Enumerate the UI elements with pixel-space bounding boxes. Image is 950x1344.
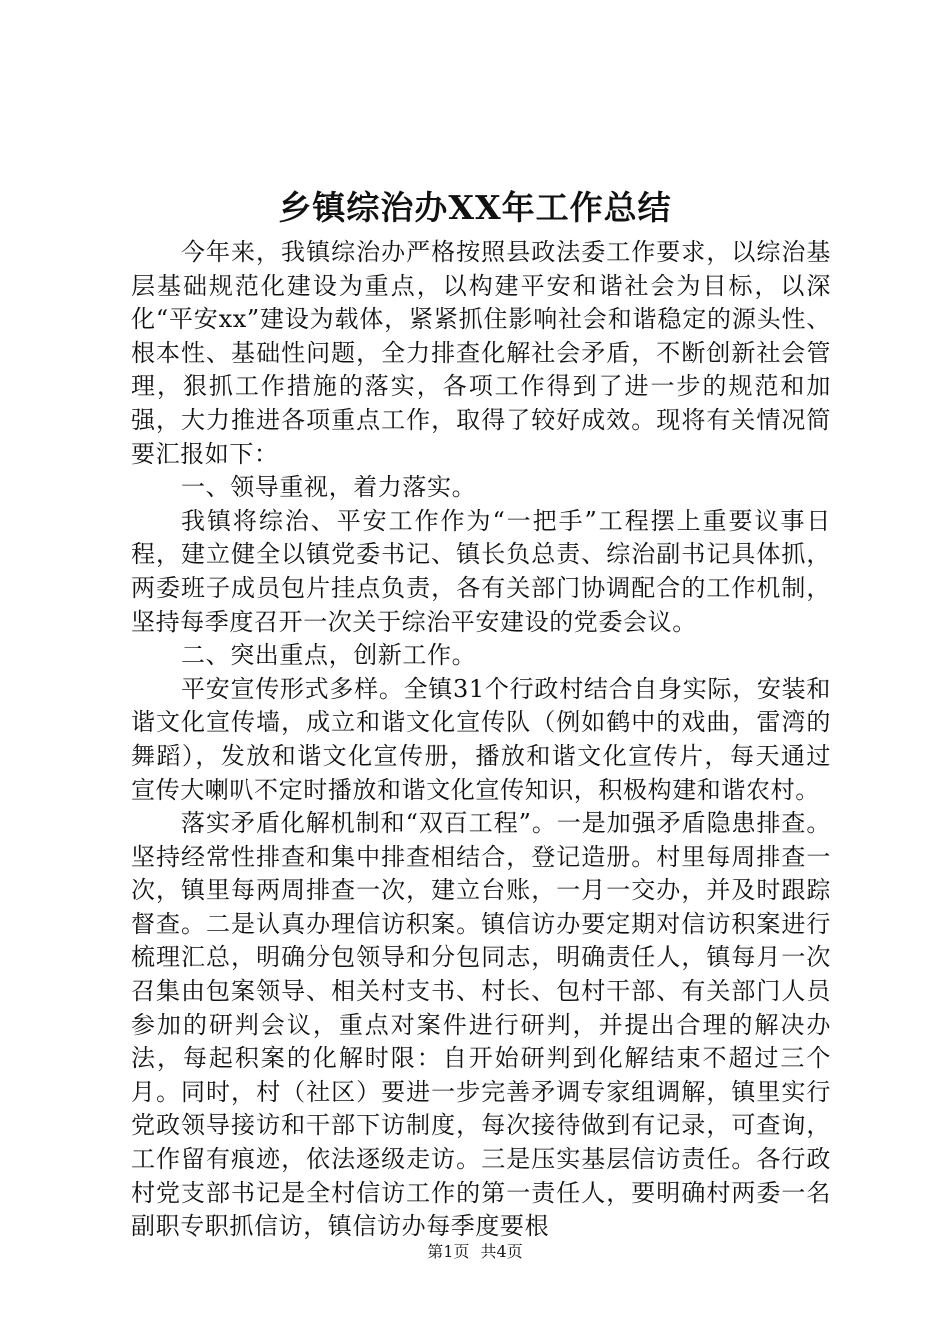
paragraph-leadership: 我镇将综治、平安工作作为“一把手”工程摆上重要议事日程，建立健全以镇党委书记、镇长负总责、综治副书记具体抓，两委班子成员包片挂点负责，各有关部门协调配合的工作机制，坚持每季度召开一次关于综治平安建设的党委会议。 — [131, 506, 831, 636]
document-title: 乡镇综治办XX年工作总结 — [278, 188, 672, 227]
paragraph-conflict-resolution: 落实矛盾化解机制和“双百工程”。一是加强矛盾隐患排查。坚持经常性排查和集中排查相结合，登记造册。村里每周排查一次，镇里每两周排查一次，建立台账，一月一交办，并及时跟踪督查。二是认真办理信访积案。镇信访办要定期对信访积案进行梳理汇总，明确分包领导和分包同志，明确责任人，镇每月一次召集由包案领导、相关村支书、村长、包村干部、有关部门人员参加的研判会议，重点对案件进行研判，并提出合理的解决办法，每起积案的化解时限：自开始研判到化解结束不超过三个月。同时，村（社区）要进一步完善矛调专家组调解，镇里实行党政领导接访和干部下访制度，每次接待做到有记录，可查询，工作留有痕迹，依法逐级走访。三是压实基层信访责任。各行政村党支部书记是全村信访工作的第一责任人，要明确村两委一名副职专职抓信访，镇信访办每季度要根 — [131, 809, 831, 1241]
document-body — [131, 236, 831, 1244]
section-heading-1: 一、领导重视，着力落实。 — [181, 473, 477, 502]
page-footer — [0, 1242, 950, 1262]
page-number: 第1页 — [427, 1242, 470, 1261]
page-total: 共4页 — [480, 1242, 523, 1261]
paragraph-publicity: 平安宣传形式多样。全镇31个行政村结合自身实际，安装和谐文化宣传墙，成立和谐文化宣传队（例如鹤中的戏曲，雷湾的舞蹈），发放和谐文化宣传册，播放和谐文化宣传片，每天通过宣传大喇叭不定时播放和谐文化宣传知识，积极构建和谐农村。 — [131, 674, 831, 804]
section-heading-2: 二、突出重点，创新工作。 — [181, 641, 477, 670]
paragraph-intro: 今年来，我镇综治办严格按照县政法委工作要求，以综治基层基础规范化建设为重点，以构建平安和谐社会为目标，以深化“平安xx”建设为载体，紧紧抓住影响社会和谐稳定的源头性、根本性、基础性问题，全力排查化解社会矛盾，不断创新社会管理，狠抓工作措施的落实，各项工作得到了进一步的规范和加强，大力推进各项重点工作，取得了较好成效。现将有关情况简要汇报如下： — [131, 238, 831, 468]
